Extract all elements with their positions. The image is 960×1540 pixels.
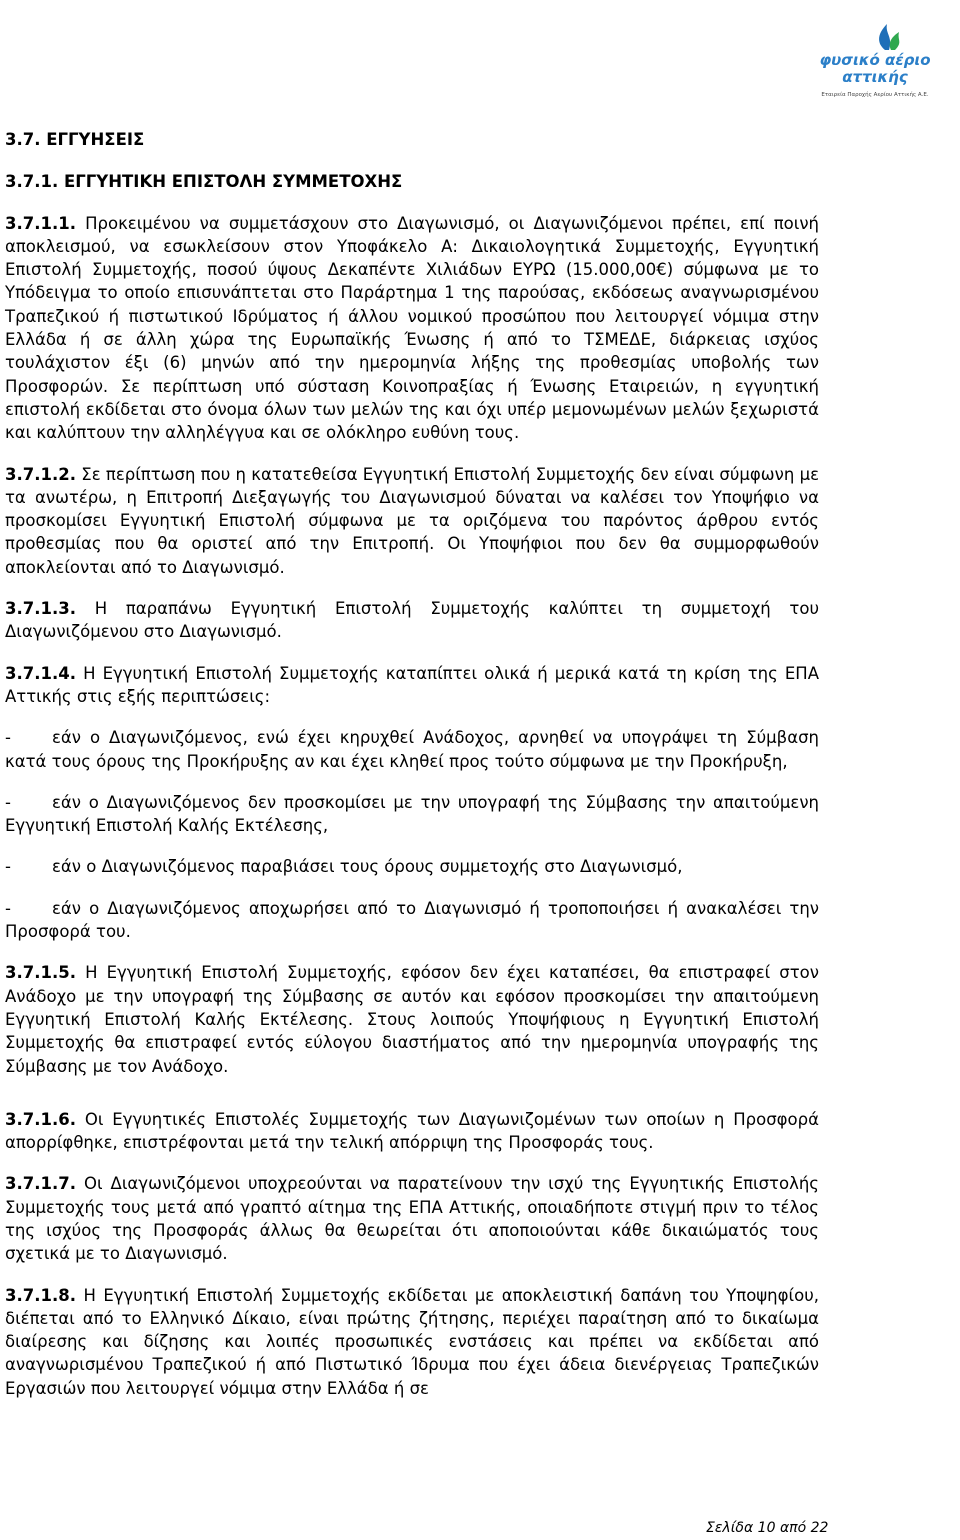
paragraph-number: 3.7.1.7. xyxy=(5,1174,76,1194)
paragraph-number: 3.7.1.1. xyxy=(5,213,76,233)
paragraph-3-7-1-4 xyxy=(5,662,819,709)
paragraph-3-7-1-1 xyxy=(5,212,819,445)
dash-bullet: - xyxy=(5,857,11,877)
paragraph-text: Σε περίπτωση που η κατατεθείσα Εγγυητική Επιστολή Συμμετοχής δεν είναι σύμφωνη με τα ανωτέρω, η Επιτροπή Διεξαγωγής του Διαγωνισμού δύναται να καλέσει τον Υποψήφιο να προσκομίσει Εγγυητική Επιστολή σύμφωνα με τα οριζόμενα του παρόντος άρθρου εντός προθεσμίας που θα οριστεί από την Επιτροπή. Οι Υποψήφιοι που δεν θα συμμορφωθούν αποκλείονται από το Διαγωνισμό. xyxy=(5,464,819,577)
list-item xyxy=(5,855,819,878)
dash-bullet: - xyxy=(5,898,11,918)
paragraph-number: 3.7.1.6. xyxy=(5,1109,76,1129)
dash-bullet: - xyxy=(5,792,11,812)
paragraph-number: 3.7.1.5. xyxy=(5,963,76,983)
paragraph-number: 3.7.1.3. xyxy=(5,599,76,619)
list-item-text: εάν ο Διαγωνιζόμενος αποχωρήσει από το Διαγωνισμό ή τροποποιήσει ή ανακαλέσει την Προσφορά του. xyxy=(5,898,819,942)
section-heading: 3.7. ΕΓΓΥΗΣΕΙΣ xyxy=(5,130,145,149)
paragraph-text: Προκειμένου να συμμετάσχουν στο Διαγωνισμό, οι Διαγωνιζόμενοι πρέπει, επί ποινή αποκλεισμού, να εσωκλείσουν στον Υποφάκελο Α: Δικαιολογητικά Συμμετοχής, Εγγυητική Επιστολή Συμμετοχής, ποσού ύψους Δεκαπέντε Χιλιάδων ΕΥΡΩ (15.000,00€) σύμφωνα με το Υπόδειγμα το οποίο επισυνάπτεται στο Παράρτημα 1 της παρούσας, εκδόσεως αναγνωρισμένου Τραπεζικού ή πιστωτικού Ιδρύματος ή άλλου νομικού προσώπου που λειτουργεί νόμιμα στην Ελλάδα ή σε άλλη χώρα της Ευρωπαϊκής Ένωσης ή από το ΤΣΜΕΔΕ, διάρκειας ισχύος τουλάχιστον έξι (6) μηνών από την ημερομηνία λήξης της προθεσμίας υποβολής των Προσφορών. Σε περίπτωση υπό σύσταση Κοινοπραξίας ή Ένωσης Εταιρειών, η εγγυητική επιστολή εκδίδεται στο όνομα όλων των μελών της και όχι υπέρ μεμονωμένων μελών ξεχωριστά και καλύπτουν την αλληλέγγυα και σε ολόκληρο ευθύνη τους. xyxy=(5,213,819,443)
paragraph-text: Η Εγγυητική Επιστολή Συμμετοχής, εφόσον δεν έχει καταπέσει, θα επιστραφεί στον Ανάδοχο με την υπογραφή της Σύμβασης σε αυτόν και εφόσον προσκομίσει την απαιτούμενη Εγγυητική Επιστολή Καλής Εκτέλεσης. Στους λοιπούς Υποψήφιους η Εγγυητική Επιστολή Συμμετοχής θα επιστραφεί εντός εύλογου διαστήματος από την ημερομηνία υπογραφής της Σύμβασης με τον Ανάδοχο. xyxy=(5,963,819,1076)
paragraph-number: 3.7.1.4. xyxy=(5,663,76,683)
paragraph-number: 3.7.1.2. xyxy=(5,464,76,484)
paragraph-text: Η Εγγυητική Επιστολή Συμμετοχής εκδίδεται με αποκλειστική δαπάνη του Υποψηφίου, διέπεται από το Ελληνικό Δίκαιο, είναι πρώτης ζήτησης, περιέχει παραίτηση από το δικαίωμα διαίρεσης και δίζησης και λοιπές προσωπικές ενστάσεις και πρέπει να εκδίδεται από αναγνωρισμένου Τραπεζικού ή από Πιστωτικό Ίδρυμα που έχει άδεια διενέργειας Τραπεζικών Εργασιών που λειτουργεί νόμιμα στην Ελλάδα ή σε xyxy=(5,1285,819,1398)
list-item-text: εάν ο Διαγωνιζόμενος, ενώ έχει κηρυχθεί Ανάδοχος, αρνηθεί να υπογράψει τη Σύμβαση κατά τους όρους της Προκήρυξης αν και έχει κληθεί προς τούτο σύμφωνα με την Προκήρυξη, xyxy=(5,728,819,771)
page-footer: Σελίδα 10 από 22 xyxy=(706,1520,829,1536)
list-item xyxy=(5,791,819,838)
list-item xyxy=(5,897,819,944)
paragraph-3-7-1-2 xyxy=(5,463,819,579)
paragraph-3-7-1-8 xyxy=(5,1284,819,1400)
document-body xyxy=(5,124,819,1400)
paragraph-3-7-1-3 xyxy=(5,597,819,644)
paragraph-3-7-1-5 xyxy=(5,961,819,1077)
company-logo xyxy=(815,30,935,98)
logo-subtitle: Εταιρεία Παροχής Αερίου Αττικής Α.Ε. xyxy=(821,92,929,98)
paragraph-3-7-1-7 xyxy=(5,1172,819,1265)
list-item xyxy=(5,726,819,773)
dash-bullet: - xyxy=(5,728,11,748)
flame-icon xyxy=(815,22,935,52)
paragraph-text: Η Εγγυητική Επιστολή Συμμετοχής καταπίπτει ολικά ή μερικά κατά τη κρίση της ΕΠΑ Αττικής στις εξής περιπτώσεις: xyxy=(5,663,819,706)
logo-brand xyxy=(815,52,935,86)
paragraph-text: Οι Εγγυητικές Επιστολές Συμμετοχής των Διαγωνιζομένων των οποίων η Προσφορά απορρίφθηκε, επιστρέφονται μετά την τελική απόρριψη της Προσφοράς τους. xyxy=(5,1109,819,1153)
list-item-text: εάν ο Διαγωνιζόμενος παραβιάσει τους όρους συμμετοχής στο Διαγωνισμό, xyxy=(52,857,683,877)
list-item-text: εάν ο Διαγωνιζόμενος δεν προσκομίσει με την υπογραφή της Σύμβασης την απαιτούμενη Εγγυητική Επιστολή Καλής Εκτέλεσης, xyxy=(5,792,819,836)
paragraph-text: Η παραπάνω Εγγυητική Επιστολή Συμμετοχής καλύπτει τη συμμετοχή του Διαγωνιζόμενου στο Διαγωνισμό. xyxy=(5,599,819,642)
paragraph-text: Οι Διαγωνιζόμενοι υποχρεούνται να παρατείνουν την ισχύ της Εγγυητικής Επιστολής Συμμετοχής τους μετά από γραπτό αίτημα της ΕΠΑ Αττικής, οποιαδήποτε στιγμή πριν το τέλος της ισχύος της Προσφοράς άλλως θα θεωρείται ότι αποποιούνται κάθε δικαιώματός τους σχετικά με το Διαγωνισμό. xyxy=(5,1174,819,1264)
paragraph-number: 3.7.1.8. xyxy=(5,1285,76,1305)
logo-brand-line2: αττικής xyxy=(842,68,908,86)
subsection-heading: 3.7.1. ΕΓΓΥΗΤΙΚΗ ΕΠΙΣΤΟΛΗ ΣΥΜΜΕΤΟΧΗΣ xyxy=(5,172,403,192)
logo-brand-line1: φυσικό αέριο xyxy=(819,51,931,69)
paragraph-3-7-1-6 xyxy=(5,1108,819,1155)
